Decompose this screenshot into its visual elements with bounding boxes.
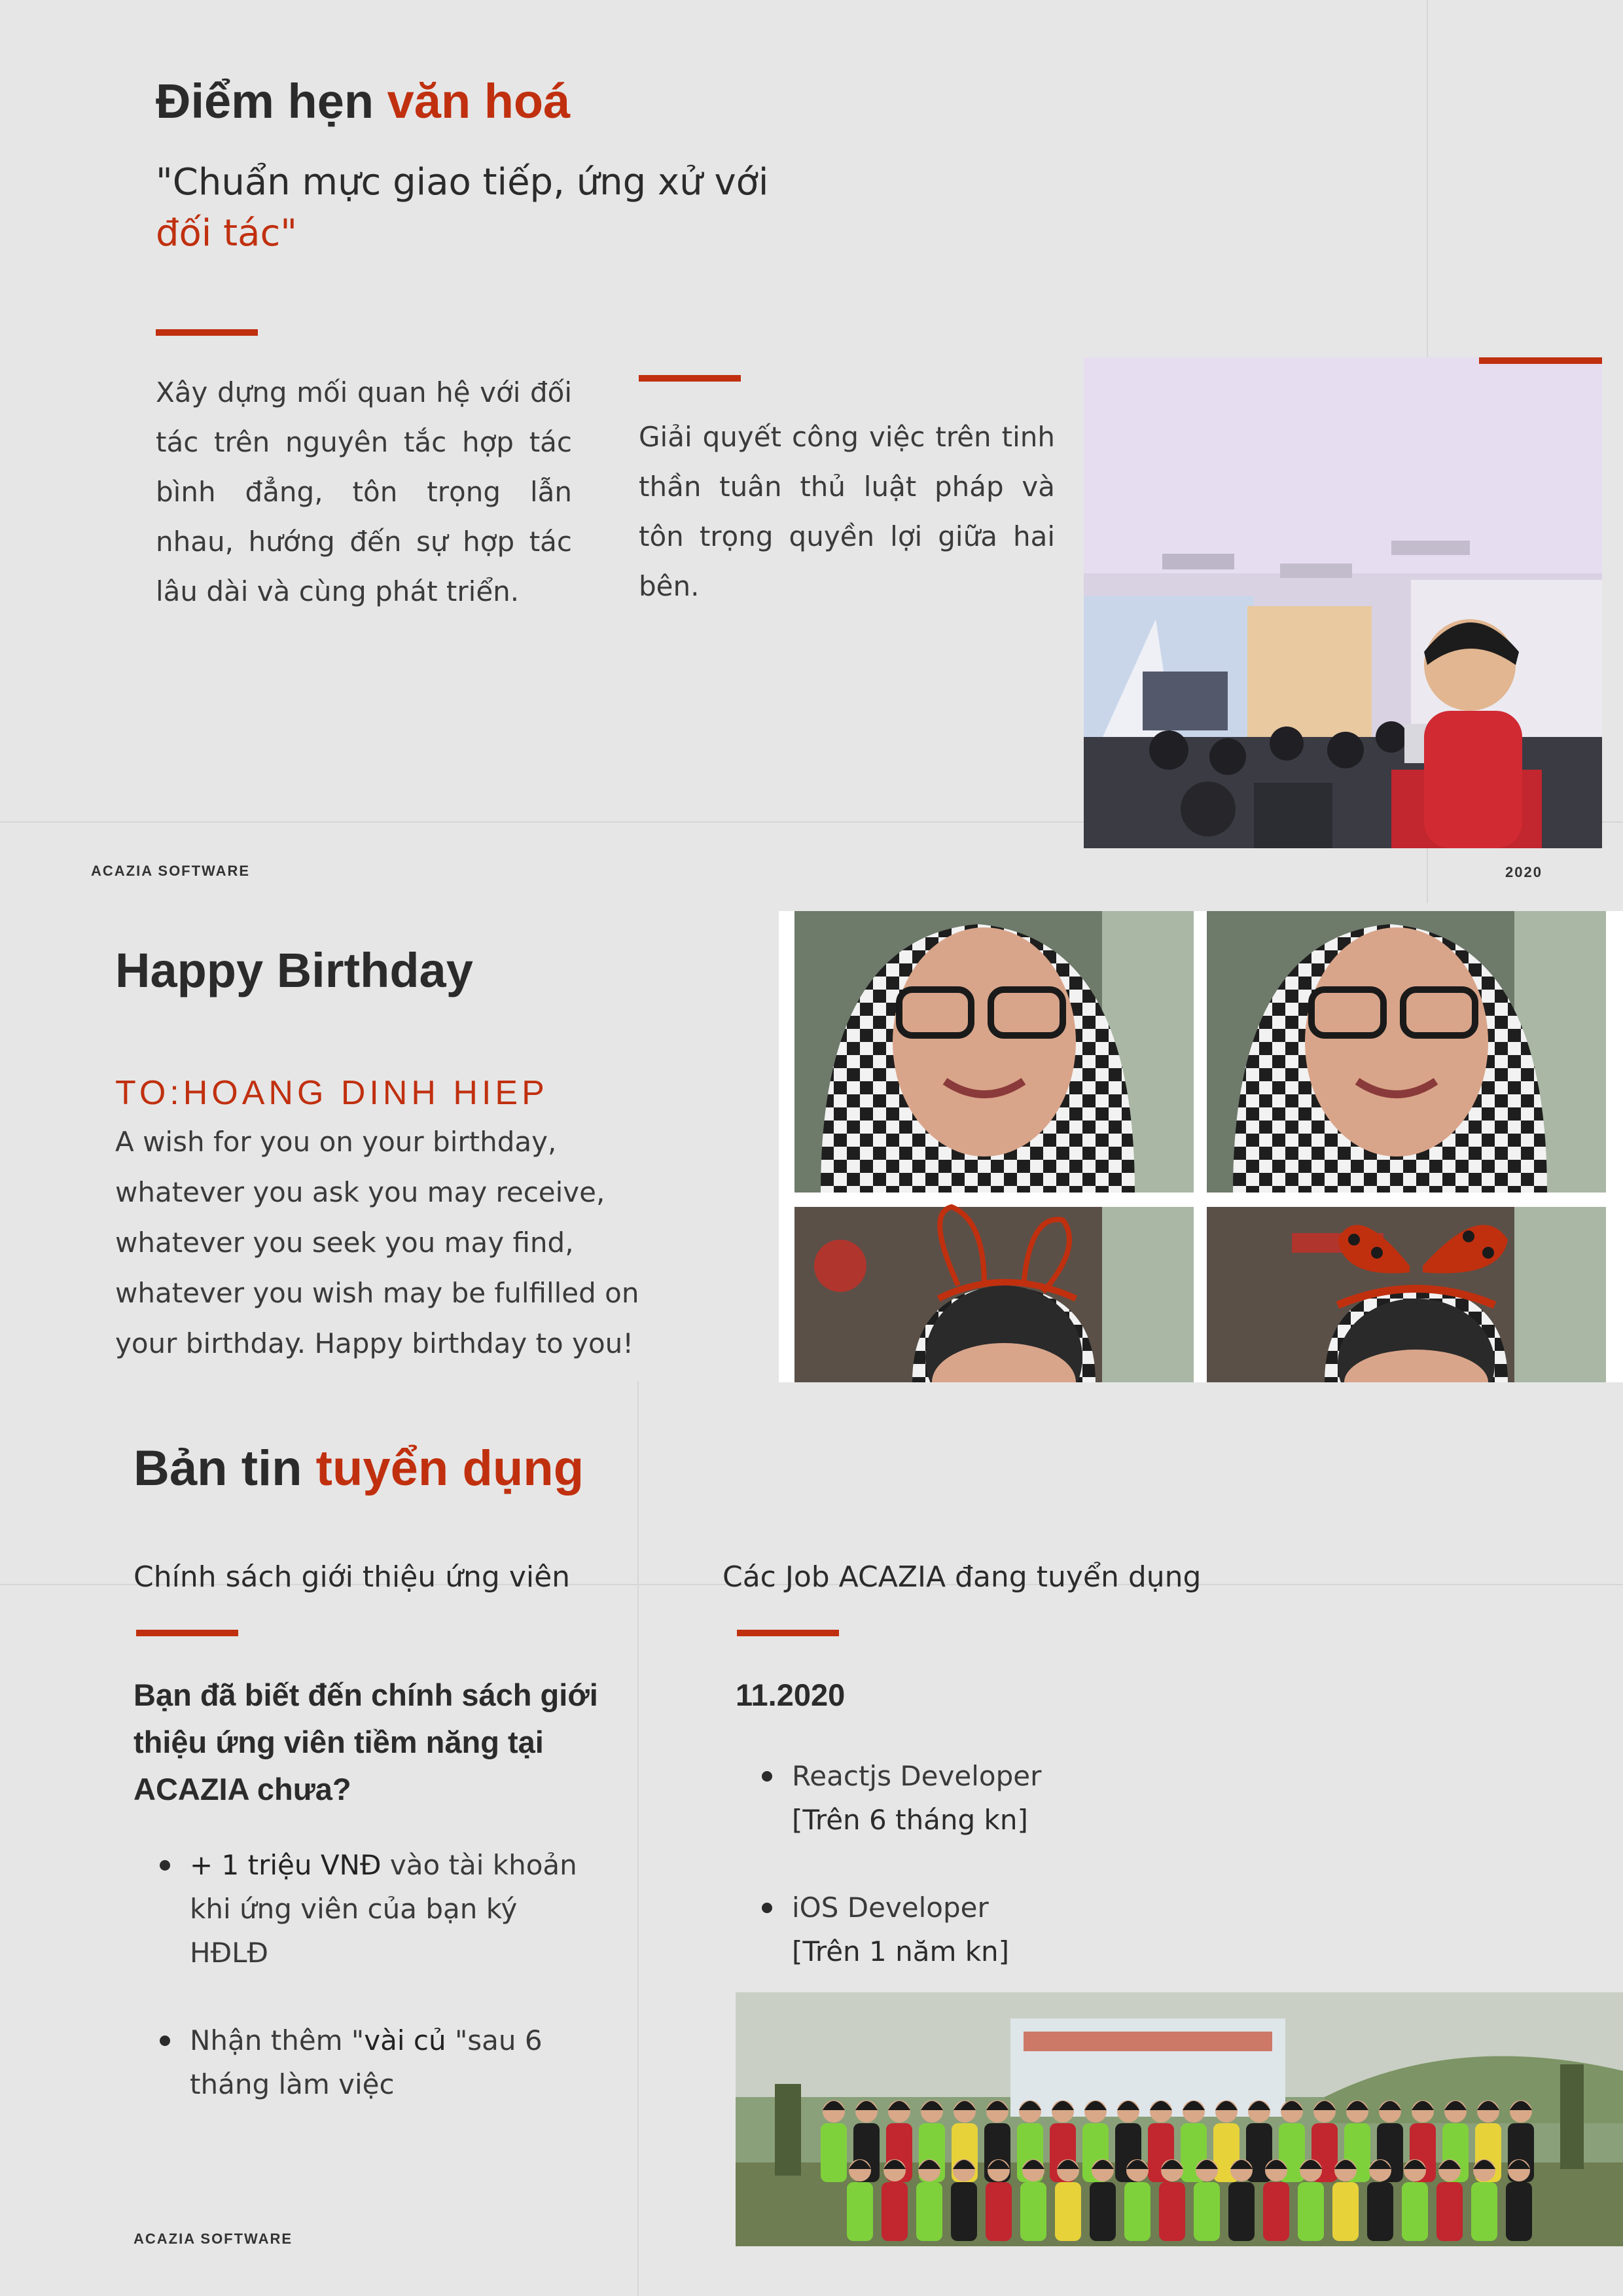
referral-benefit-item	[134, 2018, 592, 2106]
job-item[interactable]	[736, 1886, 1325, 1973]
referral-benefit-bonus: + 1 triệu VNĐ	[190, 1849, 382, 1881]
team-member-figure	[882, 2182, 908, 2241]
culture-title-accent: văn hoá	[387, 74, 571, 128]
team-member-figure	[986, 2182, 1012, 2241]
team-member-figure	[1020, 2182, 1046, 2241]
culture-title-prefix: Điểm hẹn	[156, 74, 387, 128]
team-member-figure	[1194, 2182, 1220, 2241]
recruitment-title-accent: tuyển dụng	[315, 1441, 584, 1496]
team-member-figure	[1228, 2182, 1255, 2241]
team-member-figure	[821, 2123, 847, 2182]
culture-title	[156, 73, 570, 129]
job-requirement: [Trên 1 năm kn]	[792, 1935, 1010, 1967]
team-member-figure	[1332, 2182, 1359, 2241]
footer-company-label: ACAZIA SOFTWARE	[134, 2231, 293, 2247]
accent-rule	[156, 329, 258, 336]
team-member-figure	[1367, 2182, 1393, 2241]
birthday-photo-grid	[779, 911, 1623, 1382]
accent-rule	[136, 1630, 238, 1636]
job-requirement: [Trên 6 tháng kn]	[792, 1804, 1028, 1836]
referral-benefit-text: "sau 6 tháng làm việc	[190, 2024, 543, 2100]
referral-benefits-list	[134, 1843, 592, 2106]
referral-policy-heading: Chính sách giới thiệu ứng viên	[134, 1560, 571, 1594]
footer-year-label: 2020	[1505, 864, 1543, 880]
referral-benefit-text: Nhận thêm "	[190, 2024, 365, 2056]
team-member-figure	[916, 2182, 942, 2241]
team-member-figure	[1436, 2182, 1463, 2241]
team-member-figure	[1471, 2182, 1497, 2241]
office-meeting-photo	[1084, 357, 1602, 848]
team-member-figure	[1506, 2182, 1532, 2241]
team-member-figure	[1055, 2182, 1081, 2241]
team-member-figure	[1263, 2182, 1289, 2241]
open-jobs-heading: Các Job ACAZIA đang tuyển dụng	[722, 1560, 1202, 1594]
culture-subtitle	[156, 157, 768, 259]
accent-rule	[737, 1630, 839, 1636]
culture-column-1-text: Xây dựng mối quan hệ với đối tác trên nguyên tắc hợp tác bình đẳng, tôn trọng lẫn nhau, hướng đến sự hợp tác lâu dài và cùng phát triển.	[156, 376, 572, 607]
referral-benefit-item	[134, 1843, 592, 1975]
accent-rule	[1479, 357, 1602, 364]
job-list	[736, 1754, 1325, 1973]
footer-company-label: ACAZIA SOFTWARE	[91, 863, 251, 879]
culture-column-2-text: Giải quyết công việc trên tinh thần tuân thủ luật pháp và tôn trọng quyền lợi giữa hai bên.	[639, 421, 1055, 602]
birthday-title: Happy Birthday	[115, 943, 473, 997]
birthday-message: A wish for you on your birthday, whatever you ask you may receive, whatever you seek you may find, whatever you wish may be fulfilled on your birthday. Happy birthday to you!	[115, 1126, 639, 1359]
recruitment-title-prefix: Bản tin	[134, 1441, 316, 1496]
recruitment-title	[134, 1440, 584, 1497]
referral-benefit-bonus: vài củ	[364, 2024, 446, 2056]
team-member-figure	[847, 2182, 873, 2241]
guide-line	[637, 1381, 639, 2296]
birthday-recipient: TO:HOANG DINH HIEP	[115, 1074, 548, 1112]
culture-subtitle-line1: "Chuẩn mực giao tiếp, ứng xử với	[156, 161, 769, 204]
job-title[interactable]: Reactjs Developer	[792, 1760, 1042, 1792]
team-member-figure	[1298, 2182, 1324, 2241]
team-member-figure	[951, 2182, 977, 2241]
jobs-date: 11.2020	[736, 1677, 846, 1712]
accent-rule	[639, 375, 741, 382]
referral-policy-question: Bạn đã biết đến chính sách giới thiệu ứng viên tiềm năng tại ACAZIA chưa?	[134, 1677, 598, 1806]
team-member-figure	[1124, 2182, 1150, 2241]
referral-benefit-text: vào tài khoản khi ứng viên của bạn ký HĐLĐ	[190, 1849, 577, 1969]
job-title[interactable]: iOS Developer	[792, 1892, 989, 1924]
culture-subtitle-line2: đối tác"	[156, 212, 297, 255]
job-item[interactable]	[736, 1754, 1325, 1842]
team-member-figure	[1090, 2182, 1116, 2241]
team-member-figure	[1159, 2182, 1185, 2241]
team-group-photo	[736, 1992, 1623, 2246]
team-member-figure	[1402, 2182, 1428, 2241]
